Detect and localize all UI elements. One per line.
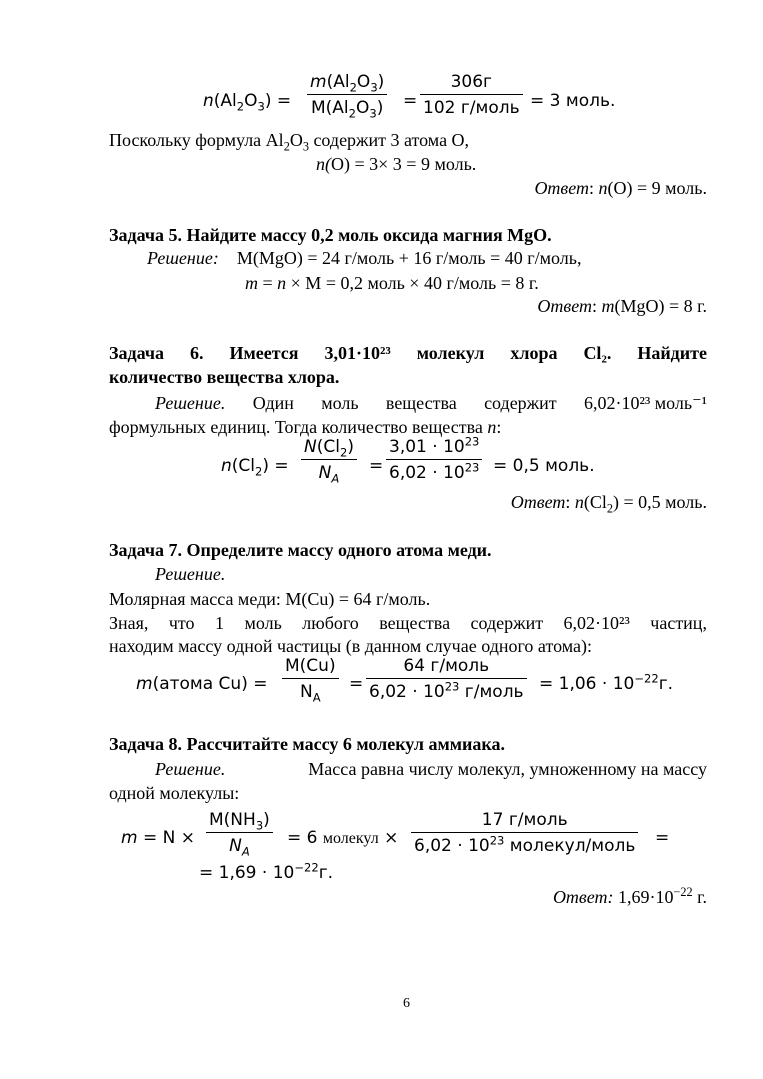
p8-result: = $1,69 \cdot 10^{-22}г$.: [199, 860, 334, 883]
p6-title-line-1: Задача 6. Имеется 3,01·10²³ молекул хлора Cl₂. Найдите: [109, 343, 707, 363]
p6-solution-line-2: формульных единиц. Тогда количество вещества n:: [109, 417, 502, 437]
p4-text-line: Поскольку формула $Al_2O_3$ содержит 3 атома O,: [109, 130, 470, 154]
p5-title: Задача 5. Найдите массу 0,2 моль оксида магния MgO.: [109, 225, 552, 245]
p7-molar-mass-line: Молярная масса меди: M(Cu) = 64 г/моль.: [109, 589, 431, 609]
p6-answer: Ответ: $n(Cl_2) = 0,5$ моль.: [510, 492, 707, 516]
p7-result: = $1,06 \cdot 10^{-22}г$.: [539, 671, 674, 694]
p4-formula-lhs: $n(Al_2O_3)$ =: [203, 91, 292, 114]
p7-equals-sign: =: [349, 674, 364, 694]
p7-formula-lhs: m(атома Cu) =: [136, 674, 268, 694]
page-number: 6: [403, 996, 410, 1011]
p4-oxygen-calc: n(O) = 3× 3 = 9 моль.: [316, 154, 477, 174]
p6-result: = 0,5 моль.: [493, 456, 595, 476]
p8-tail-equals: =: [655, 828, 670, 848]
p4-answer: Ответ: n(O) = 9 моль.: [534, 178, 707, 198]
p6-formula-lhs: $n(Cl_2)$ =: [221, 456, 289, 479]
p8-fraction-1: $\frac{M(NH_3)}{N_A}$: [206, 810, 273, 856]
p6-fraction-1: $\frac{N(Cl_2)}{N_A}$: [301, 437, 357, 483]
p4-fraction-2: 306г 102 г/моль: [420, 72, 523, 118]
p8-formula-lhs: m = N ×: [121, 828, 195, 848]
p7-solution-label: Решение.: [155, 564, 226, 584]
p4-equals-sign: =: [403, 91, 418, 111]
p8-fraction-2: 17 г/моль $6,02 \cdot 10^{23}$ молекул/моль: [411, 810, 638, 856]
p4-var-n: n: [203, 91, 214, 111]
p5-answer: Ответ: m(MgO) = 8 г.: [537, 296, 707, 316]
p8-title: Задача 8. Рассчитайте массу 6 молекул аммиака.: [109, 734, 505, 754]
p7-text-line-1: Зная, что 1 моль любого вещества содержит 6,02·10²³ частиц,: [109, 613, 707, 633]
p6-solution-line-1: Решение. Один моль вещества содержит 6,02·10²³ моль⁻¹: [155, 393, 707, 413]
p4-result: = 3 моль.: [530, 91, 616, 111]
p6-equals-sign: =: [369, 456, 384, 476]
p4-fraction-1: $\frac{m(Al_2O_3)}{M(Al_2O_3)}$: [307, 72, 387, 118]
p7-fraction-1: $\frac{M(Cu)}{N_A}$: [282, 656, 339, 702]
p5-solution-line-1: Решение: M(MgO) = 24 г/моль + 16 г/моль = 40 г/моль,: [147, 248, 582, 268]
p8-solution-line-2: одной молекулы:: [109, 783, 240, 803]
p6-fraction-2: $\frac{3,01 \cdot 10^{23}}{6,02 \cdot 10^{23}}$: [386, 437, 482, 483]
p6-title-line-2: количество вещества хлора.: [109, 367, 340, 387]
p7-title: Задача 7. Определите массу одного атома меди.: [109, 540, 492, 560]
p8-answer: Ответ: $1,69\cdot 10^{-22}$ г.: [552, 885, 707, 907]
p5-solution-line-2: m = n × M = 0,2 моль × 40 г/моль = 8 г.: [245, 273, 539, 293]
p7-fraction-2: 64 г/моль $6,02 \cdot 10^{23}$ г/моль: [366, 656, 527, 702]
p8-solution-line-1: Решение. Масса равна числу молекул, умноженному на массу: [155, 759, 707, 779]
p8-middle-term: = 6 молекул ×: [287, 828, 399, 848]
p7-text-line-2: находим массу одной частицы (в данном случае одного атома):: [109, 636, 592, 656]
